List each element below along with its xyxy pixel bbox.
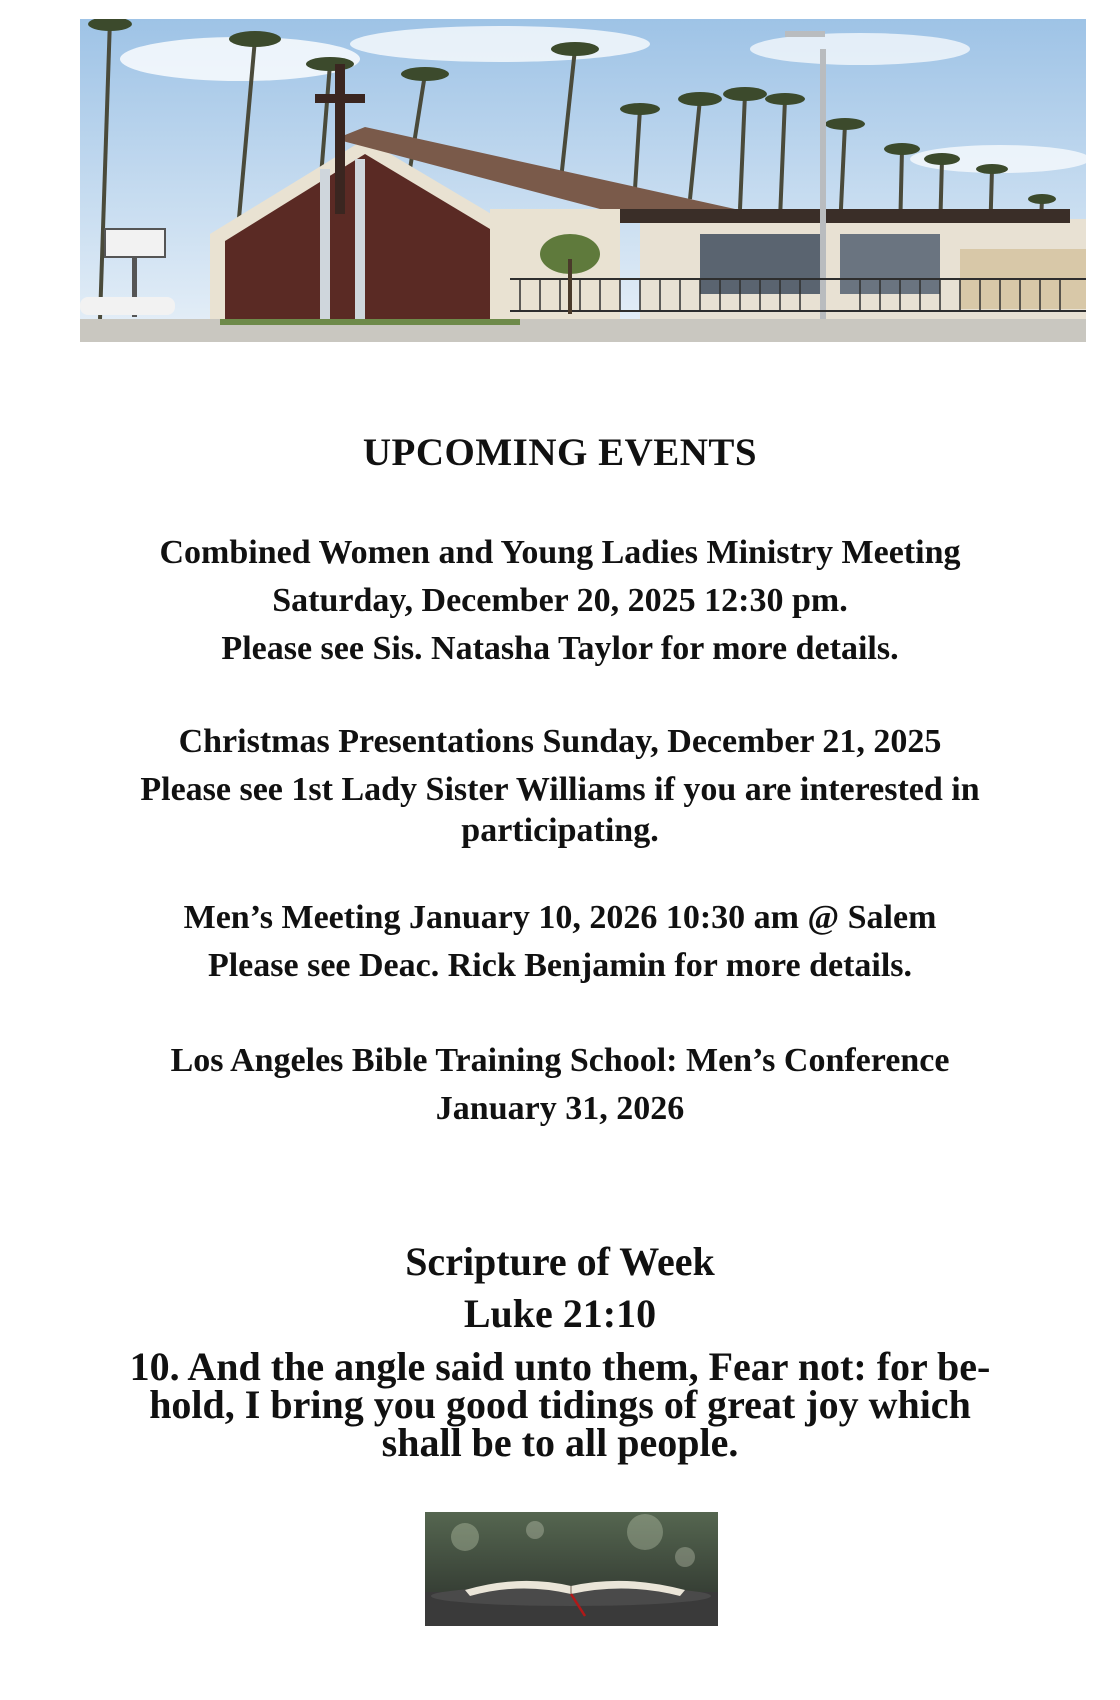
event-bible-training-school (40, 1037, 1080, 1133)
event-line: Men’s Meeting January 10, 2026 10:30 am @ Salem (183, 899, 937, 936)
event-women-ministry (40, 529, 1080, 673)
event-christmas-presentations (40, 718, 1080, 848)
verse-line: 10. And the angle said unto them, Fear not: for be- (129, 1344, 991, 1389)
page-title: UPCOMING EVENTS (362, 431, 758, 474)
event-line: Combined Women and Young Ladies Ministry Meeting (159, 534, 961, 571)
open-bible-photo (425, 1512, 718, 1626)
verse-line: hold, I bring you good tidings of great joy which (149, 1382, 971, 1427)
event-line: January 31, 2026 (435, 1090, 685, 1127)
church-photo (80, 19, 1086, 342)
event-line: Los Angeles Bible Training School: Men’s Conference (170, 1042, 950, 1079)
scripture-of-week (40, 1236, 1080, 1465)
scripture-heading: Scripture of Week (405, 1239, 715, 1284)
event-line: Christmas Presentations Sunday, December 21, 2025 (178, 723, 942, 760)
event-line: Saturday, December 20, 2025 12:30 pm. (272, 582, 848, 619)
event-line: Please see Deac. Rick Benjamin for more details. (207, 947, 913, 984)
event-mens-meeting (40, 894, 1080, 990)
verse-line: shall be to all people. (381, 1420, 739, 1465)
scripture-reference: Luke 21:10 (463, 1291, 657, 1336)
scripture-verse (40, 1344, 1080, 1465)
event-line: Please see Sis. Natasha Taylor for more details. (221, 630, 899, 667)
event-line: participating. (461, 812, 659, 849)
event-line: Please see 1st Lady Sister Williams if you are interested in (140, 771, 980, 808)
